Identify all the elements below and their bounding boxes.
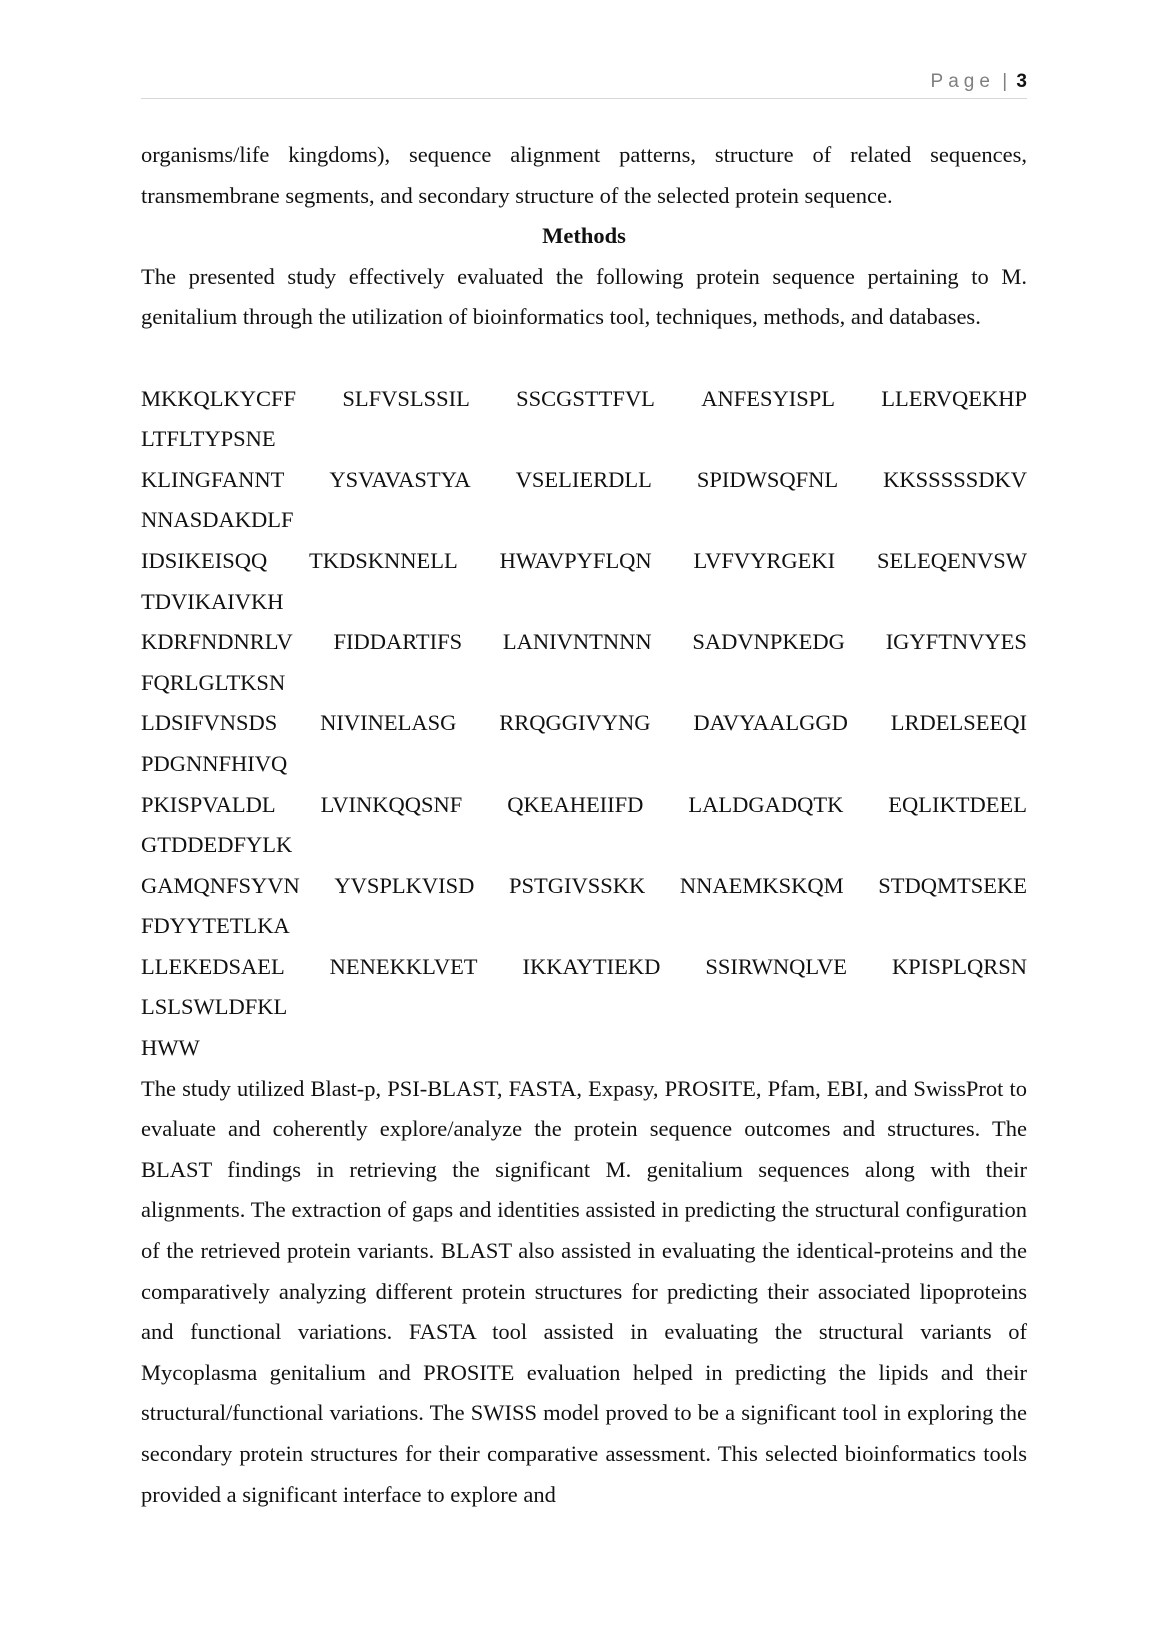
sequence-tail: PDGNNFHIVQ bbox=[141, 750, 288, 776]
sequence-group: SADVNPKEDG bbox=[692, 629, 845, 655]
sequence-group: NENEKKLVET bbox=[329, 953, 478, 979]
page-label: Page bbox=[930, 71, 995, 92]
sequence-group: QKEAHEIIFD bbox=[507, 791, 644, 817]
sequence-group: GAMQNFSYVN bbox=[141, 872, 300, 898]
methods-paragraph: The presented study effectively evaluated the following protein sequence pertaining to M. genitalium through the utilization of bioinformatics tool, techniques, methods, and databases. bbox=[141, 263, 1027, 330]
header-separator: | bbox=[1002, 71, 1008, 92]
sequence-group: SSIRWNQLVE bbox=[705, 953, 848, 979]
sequence-group-line bbox=[141, 379, 1027, 420]
sequence-group: STDQMTSEKE bbox=[878, 872, 1027, 898]
sequence-row bbox=[141, 379, 1027, 460]
sequence-row bbox=[141, 460, 1027, 541]
sequence-group: SELEQENVSW bbox=[876, 547, 1027, 573]
page-number: 3 bbox=[1016, 71, 1027, 92]
methods-heading: Methods bbox=[542, 223, 626, 249]
sequence-group: LVINKQQSNF bbox=[320, 791, 463, 817]
sequence-group: RRQGGIVYNG bbox=[499, 710, 651, 736]
sequence-group: DAVYAALGGD bbox=[693, 710, 848, 736]
sequence-group: LDSIFVNSDS bbox=[141, 710, 278, 736]
sequence-tail: NNASDAKDLF bbox=[141, 507, 294, 533]
sequence-group: SLFVSLSSIL bbox=[342, 385, 470, 411]
sequence-group-line bbox=[141, 541, 1027, 582]
blank-line bbox=[141, 338, 1027, 379]
sequence-tail: LTFLTYPSNE bbox=[141, 426, 276, 452]
sequence-group: YVSPLKVISD bbox=[334, 872, 475, 898]
sequence-tail: FDYYTETLKA bbox=[141, 913, 290, 939]
sequence-group: HWAVPYFLQN bbox=[499, 547, 652, 573]
sequence-group: VSELIERDLL bbox=[515, 466, 652, 492]
sequence-group: LRDELSEEQI bbox=[890, 710, 1027, 736]
sequence-group: KKSSSSSDKV bbox=[883, 466, 1027, 492]
sequence-group: NIVINELASG bbox=[320, 710, 457, 736]
sequence-group: YSVAVASTYA bbox=[329, 466, 471, 492]
sequence-row bbox=[141, 703, 1027, 784]
sequence-group: IDSIKEISQQ bbox=[141, 547, 268, 573]
sequence-group: NNAEMKSKQM bbox=[679, 872, 844, 898]
sequence-tail: LSLSWLDFKL bbox=[141, 994, 288, 1020]
sequence-group: SSCGSTTFVL bbox=[516, 385, 655, 411]
page-header bbox=[141, 66, 1027, 99]
sequence-row bbox=[141, 622, 1027, 703]
sequence-group-line bbox=[141, 622, 1027, 663]
sequence-group-line bbox=[141, 947, 1027, 988]
sequence-group-line bbox=[141, 785, 1027, 826]
sequence-group: LANIVNTNNN bbox=[502, 629, 652, 655]
sequence-tail: GTDDEDFYLK bbox=[141, 832, 293, 858]
sequence-tail: FQRLGLTKSN bbox=[141, 669, 286, 695]
sequence-group: LVFVYRGEKI bbox=[693, 547, 836, 573]
sequence-group: IGYFTNVYES bbox=[885, 629, 1027, 655]
sequence-group-line bbox=[141, 460, 1027, 501]
sequence-group: IKKAYTIEKD bbox=[522, 953, 661, 979]
protein-sequence bbox=[141, 379, 1027, 1069]
sequence-group: KDRFNDNRLV bbox=[141, 629, 293, 655]
sequence-group: LLERVQEKHP bbox=[881, 385, 1027, 411]
sequence-group-line bbox=[141, 703, 1027, 744]
sequence-group: TKDSKNNELL bbox=[309, 547, 458, 573]
sequence-row bbox=[141, 947, 1027, 1028]
sequence-group: FIDDARTIFS bbox=[333, 629, 463, 655]
sequence-group: MKKQLKYCFF bbox=[141, 385, 297, 411]
results-paragraph: The study utilized Blast-p, PSI-BLAST, FASTA, Expasy, PROSITE, Pfam, EBI, and SwissProt to evaluate and coherently explore/analyze the protein sequence outcomes and structures. The BLAST findings in retrieving the significant M. genitalium sequences along with their alignments. The extraction of gaps and identities assisted in predicting the structural configuration of the retrieved protein variants. BLAST also assisted in evaluating the identical-proteins and the comparatively analyzing different protein structures for predicting their associated lipoproteins and functional variations. FASTA tool assisted in evaluating the structural variants of Mycoplasma genitalium and PROSITE evaluation helped in predicting the lipids and their structural/functional variations. The SWISS model proved to be a significant tool in exploring the secondary protein structures for their comparative assessment. This selected bioinformatics tools provided a significant interface to explore and bbox=[141, 1075, 1027, 1507]
sequence-group: LALDGADQTK bbox=[688, 791, 844, 817]
sequence-group: LLEKEDSAEL bbox=[141, 953, 285, 979]
document-body bbox=[141, 135, 1027, 1515]
sequence-group: PSTGIVSSKK bbox=[508, 872, 646, 898]
sequence-final: HWW bbox=[141, 1035, 200, 1061]
sequence-group: KLINGFANNT bbox=[141, 466, 285, 492]
sequence-group: EQLIKTDEEL bbox=[888, 791, 1027, 817]
sequence-group-line bbox=[141, 866, 1027, 907]
sequence-tail: TDVIKAIVKH bbox=[141, 588, 284, 614]
sequence-group: SPIDWSQFNL bbox=[696, 466, 839, 492]
sequence-row bbox=[141, 541, 1027, 622]
sequence-group: ANFESYISPL bbox=[701, 385, 835, 411]
sequence-group: PKISPVALDL bbox=[141, 791, 276, 817]
sequence-row bbox=[141, 785, 1027, 866]
intro-paragraph: organisms/life kingdoms), sequence alignment patterns, structure of related sequences, transmembrane segments, and secondary structure of the selected protein sequence. bbox=[141, 142, 1027, 208]
sequence-row bbox=[141, 866, 1027, 947]
sequence-group: KPISPLQRSN bbox=[891, 953, 1027, 979]
